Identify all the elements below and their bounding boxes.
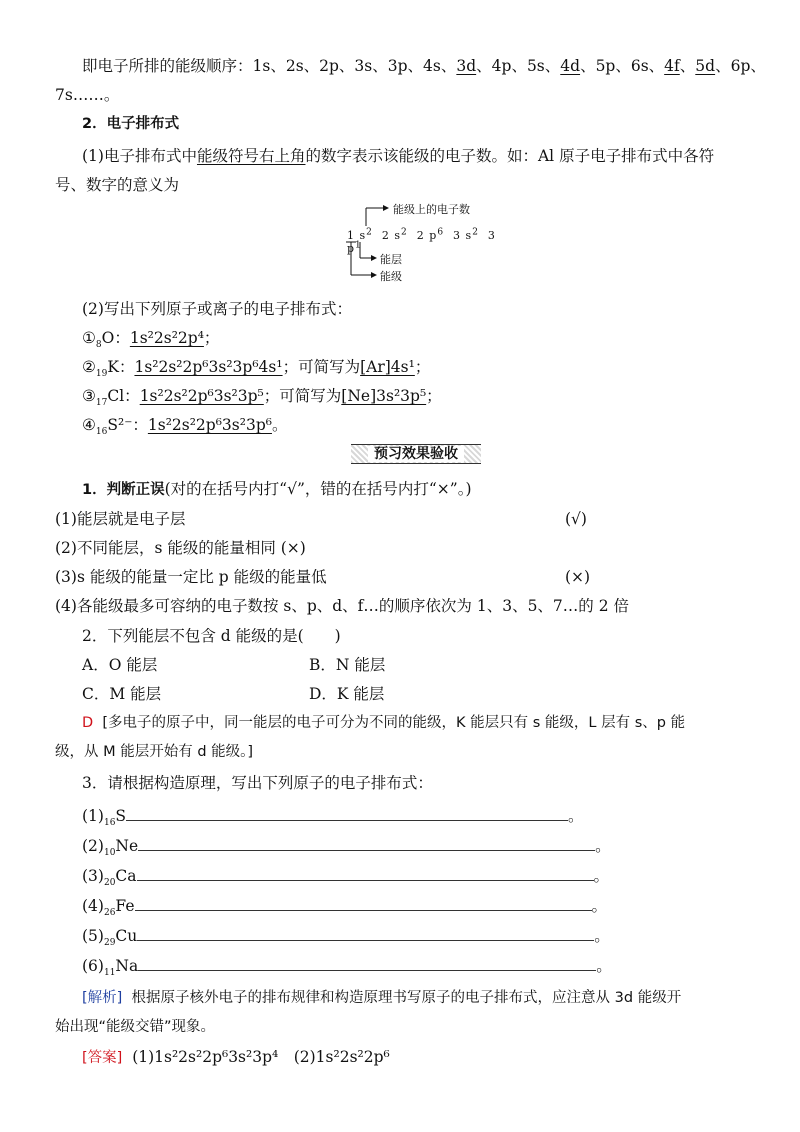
punctuation: 。 (595, 837, 611, 855)
energy-order-line-2: 7s……。 (55, 86, 120, 104)
order-5d: 5d (695, 57, 716, 75)
electron-count-label: 能级上的电子数 (393, 203, 470, 216)
energy-layer-label: 能层 (380, 253, 402, 266)
formula-sup: 2 (401, 227, 408, 238)
answer (82, 1045, 390, 1070)
item-number: ③ (82, 387, 96, 405)
exercise-heading: (2)写出下列原子或离子的电子排布式： (82, 300, 352, 318)
atomic-number: 11 (103, 968, 116, 979)
text: 的数字表示该能级的电子数。如：Al 原子电子排布式中各符 (305, 147, 715, 165)
punctuation: 。 (593, 867, 610, 885)
judgment-item (55, 507, 185, 531)
underlined-text: 能级符号右上角 (196, 147, 306, 165)
element-symbol: Na (115, 957, 139, 975)
fill-in-item (82, 894, 607, 918)
atomic-number: 16 (95, 427, 108, 438)
formula-sup: 2 (472, 227, 479, 238)
judgment-item (55, 594, 629, 618)
order-4d: 4d (560, 57, 581, 75)
fill-in-item (82, 954, 612, 978)
banner-title: 预习效果验收 (368, 446, 464, 462)
atomic-number: 16 (103, 818, 116, 829)
q1-title-rest: (对的在括号内打“√”，错的在括号内打“×”。) (164, 480, 472, 498)
short-form: [Ar]4s¹ (360, 358, 415, 376)
short-form-label: ；可简写为 (263, 387, 342, 405)
q2-explanation (82, 711, 685, 735)
configuration: 1s²2s²2p⁶3s²3p⁶4s¹ (134, 358, 283, 376)
order-part: 、 (679, 57, 696, 75)
order-part: 、5p、6s、 (580, 57, 665, 75)
item-number: (1) (82, 807, 104, 825)
formula-part: 1 (347, 229, 355, 242)
atomic-number: 19 (95, 369, 108, 380)
punctuation: 。 (568, 807, 584, 825)
formula-part: 2 s (381, 229, 402, 242)
item-number: (4) (82, 897, 104, 915)
atomic-number: 20 (103, 878, 116, 889)
judgment-item (55, 565, 327, 589)
fill-in-item (82, 864, 609, 888)
paragraph-line-2: 号、数字的意义为 (55, 176, 180, 194)
energy-order-label: 即电子所排的能级顺序： (82, 57, 253, 75)
short-form-label: ；可简写为 (282, 358, 361, 376)
option-b: B．N 能层 (309, 656, 386, 674)
answer-blank[interactable] (135, 896, 592, 911)
punctuation: ； (426, 387, 442, 405)
section-banner (351, 444, 481, 464)
order-4f: 4f (664, 57, 680, 75)
atomic-number: 8 (95, 340, 102, 351)
answer-blank[interactable] (138, 956, 596, 971)
item-number: ② (82, 358, 96, 376)
section-heading: 2．电子排布式 (82, 116, 180, 132)
fill-in-item (82, 804, 584, 828)
formula-part: s (359, 229, 367, 242)
judgment-text: (2)不同能层，s 能级的能量相同 (×) (55, 539, 306, 557)
option-a: A．O 能层 (82, 656, 158, 674)
exercise-item (82, 413, 287, 437)
punctuation: 。 (271, 416, 288, 434)
element-symbol: Cl： (107, 387, 140, 405)
item-number: (3) (82, 867, 104, 885)
answer-blank[interactable] (137, 866, 594, 881)
al-formula (347, 229, 513, 255)
judgment-mark: (×) (565, 568, 591, 586)
order-part: 、4p、5s、 (476, 57, 561, 75)
explanation-text: [多电子的原子中，同一能层的电子可分为不同的能级，K 能层只有 s 能级，L 层有 s、p 能 (102, 715, 686, 731)
item-number: (2) (82, 837, 104, 855)
judgment-text: (1)能层就是电子层 (55, 510, 186, 528)
punctuation: 。 (596, 957, 612, 975)
punctuation: ； (203, 329, 220, 347)
judgment-text: (3)s 能级的能量一定比 p 能级的能量低 (55, 568, 327, 586)
item-number: ① (82, 329, 96, 347)
element-symbol: Ne (115, 837, 139, 855)
exercise-item (82, 326, 219, 350)
answer-text: (1)1s²2s²2p⁶3s²3p⁴ (2)1s²2s²2p⁶ (132, 1048, 390, 1066)
answer-tag: [答案] (82, 1050, 123, 1066)
analysis-2: 始出现“能级交错”现象。 (55, 1019, 216, 1035)
item-number: (6) (82, 957, 104, 975)
atomic-number: 26 (103, 908, 116, 919)
atomic-number: 17 (95, 398, 108, 409)
order-part: 、6p、 (715, 57, 766, 75)
answer-blank[interactable] (138, 836, 595, 851)
element-symbol: K： (107, 358, 135, 376)
energy-level-label: 能级 (380, 270, 402, 283)
q2-stem: 2．下列能层不包含 d 能级的是( ) (82, 627, 341, 645)
answer-blank[interactable] (126, 806, 568, 821)
element-symbol: O： (101, 329, 130, 347)
atomic-number: 10 (103, 848, 116, 859)
short-form: [Ne]3s²3p⁵ (341, 387, 427, 405)
punctuation: ； (414, 358, 431, 376)
configuration: 1s²2s²2p⁶3s²3p⁵ (139, 387, 264, 405)
formula-sup: 2 (366, 227, 373, 238)
q2-explanation-2: 级，从 M 能层开始有 d 能级。] (55, 744, 254, 760)
order-part: 1s、2s、2p、3s、3p、4s、 (252, 57, 457, 75)
option-c: C．M 能层 (82, 685, 162, 703)
paragraph-line (82, 144, 714, 168)
judgment-item (55, 536, 306, 560)
element-symbol: Ca (115, 867, 137, 885)
element-symbol: S²⁻： (107, 416, 148, 434)
item-number: ④ (82, 416, 96, 434)
element-symbol: S (115, 807, 127, 825)
answer-blank[interactable] (137, 926, 594, 941)
analysis (82, 986, 681, 1010)
configuration: 1s²2s²2p⁶3s²3p⁶ (147, 416, 272, 434)
formula-part: 3 p (347, 229, 496, 255)
fill-in-item (82, 834, 611, 858)
exercise-item (82, 355, 430, 379)
q1-title-bold: 1．判断正误 (82, 482, 165, 498)
configuration: 1s²2s²2p⁴ (129, 329, 204, 347)
q3-stem: 3．请根据构造原理，写出下列原子的电子排布式： (82, 774, 433, 792)
analysis-tag: [解析] (82, 990, 123, 1006)
formula-part: 3 s (453, 229, 473, 242)
item-number: (5) (82, 927, 104, 945)
formula-sup: 1 (355, 240, 362, 251)
formula-part: 2 p (416, 229, 438, 242)
text: (1)电子排布式中 (82, 147, 197, 165)
analysis-text: 根据原子核外电子的排布规律和构造原理书写原子的电子排布式，应注意从 3d 能级开 (131, 990, 682, 1006)
atomic-number: 29 (103, 938, 116, 949)
element-symbol: Cu (115, 927, 138, 945)
judgment-text: (4)各能级最多可容纳的电子数按 s、p、d、f…的顺序依次为 1、3、5、7…的 2 倍 (55, 597, 630, 615)
judgment-mark: (√) (565, 510, 587, 528)
answer-letter: D (82, 715, 94, 731)
exercise-item (82, 384, 442, 408)
order-3d: 3d (456, 57, 477, 75)
electron-config-diagram (343, 200, 513, 286)
punctuation: 。 (591, 897, 608, 915)
element-symbol: Fe (115, 897, 135, 915)
q1-title (82, 477, 472, 502)
option-d: D．K 能层 (309, 685, 385, 703)
formula-sup: 6 (437, 227, 445, 238)
energy-order-line (82, 54, 766, 78)
fill-in-item (82, 924, 610, 948)
punctuation: 。 (594, 927, 610, 945)
